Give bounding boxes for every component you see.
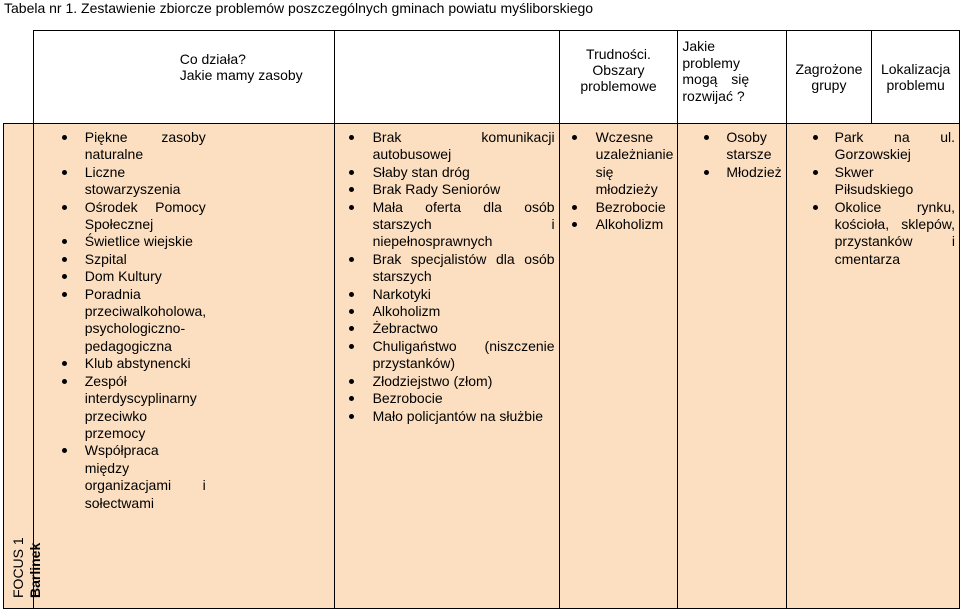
- location-item: [787, 129, 959, 164]
- difficulty-item: [335, 129, 559, 164]
- header-groups-line1: Zagrożone: [795, 61, 863, 77]
- difficulty-item-text: Słaby stan dróg: [372, 163, 470, 180]
- resources-cell: [33, 124, 334, 609]
- bullet-icon: [349, 257, 354, 262]
- resource-item: [34, 355, 209, 372]
- bullet-icon: [349, 187, 354, 192]
- groups-list: [678, 124, 785, 181]
- header-location-line2: problemu: [886, 77, 945, 93]
- bullet-icon: [813, 135, 818, 140]
- resource-item: [34, 233, 209, 250]
- resource-item: [34, 268, 209, 285]
- bullet-icon: [349, 135, 354, 140]
- difficulty-item-text: Chuligaństwo (niszczenie przystanków): [372, 337, 555, 372]
- resource-item-text: Liczne stowarzyszenia: [84, 163, 181, 198]
- difficulty-item-text: Narkotyki: [372, 285, 431, 302]
- difficulty-item-text: Złodziejstwo (złom): [372, 372, 493, 389]
- difficulty-item: [335, 338, 559, 373]
- resource-item: [34, 373, 209, 443]
- bullet-icon: [62, 274, 67, 279]
- bullet-icon: [62, 170, 67, 175]
- developing-item-text: Alkoholizm: [595, 216, 664, 233]
- difficulty-item: [335, 408, 559, 425]
- resource-item: [34, 286, 209, 356]
- bullet-icon: [349, 414, 354, 419]
- header-developing: [678, 31, 786, 124]
- resource-item: [34, 129, 209, 164]
- header-location-line1: Lokalizacja: [880, 61, 951, 77]
- location-item-text: Park na ul. Gorzowskiej: [834, 129, 955, 163]
- difficulties-cell: [334, 124, 559, 609]
- bullet-icon: [62, 205, 67, 210]
- difficulty-item: [335, 320, 559, 337]
- bullet-icon: [572, 222, 577, 227]
- resource-item-text: Dom Kultury: [84, 268, 162, 285]
- resource-item-text: Ośrodek Pomocy Społecznej: [84, 198, 206, 233]
- developing-item: [560, 216, 678, 233]
- difficulty-item: [335, 164, 559, 181]
- resource-item: [34, 164, 209, 199]
- bullet-icon: [572, 135, 577, 140]
- location-item: [787, 199, 959, 269]
- groups-cell: [678, 124, 786, 609]
- header-blank: [4, 31, 34, 124]
- developing-item-text: Bezrobocie: [595, 198, 666, 215]
- header-location: [872, 31, 960, 124]
- locations-cell: [786, 124, 959, 609]
- resource-item-text: Współpraca między organizacjami i sołectwami: [84, 442, 206, 511]
- resource-item: [34, 199, 209, 234]
- header-difficulties-line2: Obszary: [592, 62, 645, 78]
- bullet-icon: [349, 205, 354, 210]
- difficulty-item-text: Mała oferta dla osób starszych i niepełnosprawnych: [372, 198, 555, 250]
- bullet-icon: [704, 170, 709, 175]
- header-resources-line1: Co działa?: [179, 51, 246, 67]
- difficulty-item-text: Żebractwo: [372, 320, 438, 337]
- bullet-icon: [62, 239, 67, 244]
- focus-label-line2: Barlinek: [27, 542, 43, 598]
- group-item-text: Osoby starsze: [726, 129, 772, 163]
- header-difficulties-text: [559, 31, 678, 124]
- summary-table: [3, 30, 960, 609]
- difficulty-item-text: Alkoholizm: [372, 303, 441, 320]
- bullet-icon: [349, 292, 354, 297]
- header-developing-line4: rozwijać ?: [682, 87, 745, 104]
- bullet-icon: [704, 135, 709, 140]
- difficulty-item: [335, 286, 559, 303]
- location-item-text: Skwer Piłsudskiego: [834, 163, 914, 198]
- group-item: [678, 164, 785, 181]
- difficulty-item-text: Mało policjantów na służbie: [372, 407, 543, 424]
- group-item: [678, 129, 785, 164]
- header-difficulties-line1: Trudności.: [586, 46, 651, 62]
- difficulty-item-text: Brak specjalistów dla osób starszych: [372, 250, 555, 285]
- bullet-icon: [572, 205, 577, 210]
- developing-list: [560, 124, 678, 233]
- header-developing-line1: Jakie: [682, 38, 716, 54]
- bullet-icon: [62, 448, 67, 453]
- bullet-icon: [349, 344, 354, 349]
- difficulty-item-text: Brak Rady Seniorów: [372, 181, 501, 198]
- bullet-icon: [62, 135, 67, 140]
- header-row: [4, 31, 960, 124]
- header-groups: [786, 31, 872, 124]
- resource-item-text: Świetlice wiejskie: [84, 233, 193, 250]
- difficulty-item: [335, 390, 559, 407]
- table-caption: Tabela nr 1. Zestawienie zbiorcze problemów poszczególnych gminach powiatu myśliborskiego: [4, 0, 594, 16]
- group-item-text: Młodzież: [726, 163, 782, 180]
- focus-label: [10, 537, 44, 598]
- bullet-icon: [813, 205, 818, 210]
- bullet-icon: [62, 292, 67, 297]
- developing-cell: [559, 124, 678, 609]
- difficulty-item: [335, 373, 559, 390]
- header-resources-line2: Jakie mamy zasoby: [179, 67, 303, 83]
- bullet-icon: [349, 309, 354, 314]
- difficulties-list: [335, 124, 559, 425]
- difficulty-item: [335, 303, 559, 320]
- header-difficulties-line3: problemowe: [580, 78, 657, 94]
- bullet-icon: [813, 170, 818, 175]
- resource-item: [34, 251, 209, 268]
- header-developing-line2: problemy: [682, 54, 740, 71]
- resource-item: [34, 442, 209, 512]
- resource-item-text: Piękne zasoby naturalne: [84, 129, 206, 163]
- resource-item-text: Poradnia przeciwalkoholowa, psychologiczno-pedagogiczna: [84, 285, 207, 354]
- focus-cell: [4, 124, 43, 609]
- bullet-icon: [62, 257, 67, 262]
- developing-item: [560, 199, 678, 216]
- difficulty-item: [335, 181, 559, 198]
- bullet-icon: [349, 326, 354, 331]
- difficulty-item-text: Brak komunikacji autobusowej: [372, 129, 555, 163]
- header-groups-line2: grupy: [811, 77, 847, 93]
- resource-item-text: Klub abstynencki: [84, 355, 191, 372]
- developing-item-text: Wczesne uzależnianie się młodzieży: [595, 129, 674, 198]
- bullet-icon: [349, 170, 354, 175]
- header-difficulties: [334, 31, 559, 124]
- header-resources: [33, 31, 334, 124]
- focus-label-line1: FOCUS 1: [10, 537, 26, 598]
- difficulty-item-text: Bezrobocie: [372, 390, 443, 407]
- resources-list: [34, 124, 209, 512]
- difficulty-item: [335, 199, 559, 251]
- resource-item-text: Szpital: [84, 250, 127, 267]
- developing-item: [560, 129, 678, 199]
- bullet-icon: [349, 379, 354, 384]
- bullet-icon: [62, 361, 67, 366]
- locations-list: [787, 124, 959, 268]
- bullet-icon: [62, 379, 67, 384]
- location-item-text: Okolice rynku, kościoła, sklepów, przystanków i cmentarza: [834, 198, 955, 267]
- difficulty-item: [335, 251, 559, 286]
- resource-item-text: Zespół interdyscyplinarny przeciwko przemocy: [84, 372, 197, 441]
- focus-row: [4, 124, 960, 609]
- location-item: [787, 164, 959, 199]
- header-developing-line3: mogą się: [682, 71, 750, 87]
- bullet-icon: [349, 396, 354, 401]
